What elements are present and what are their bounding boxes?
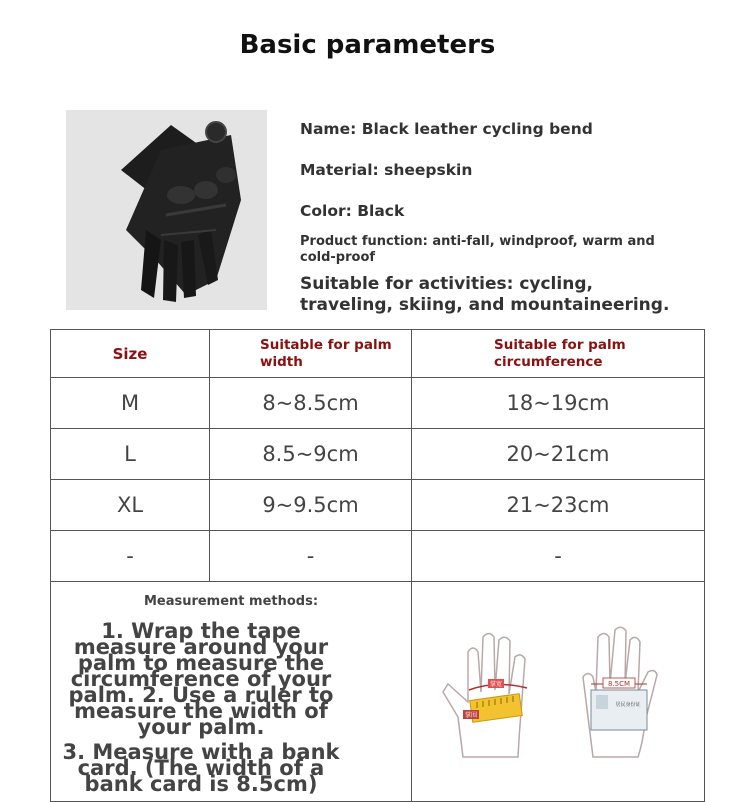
- header-palm-circumference: Suitable for palm circumference: [412, 330, 705, 378]
- circumference-cell: 21~23cm: [412, 480, 705, 531]
- product-material: Material: sheepskin: [300, 161, 473, 179]
- size-cell: L: [51, 429, 210, 480]
- measurement-step-1: 1. Wrap the tape measure around your palm to measure the circumference of your palm. 2. Use a ruler to measure the width of your palm.: [68, 619, 334, 739]
- width-cell: 8~8.5cm: [210, 378, 412, 429]
- circumference-cell: 20~21cm: [412, 429, 705, 480]
- ruler-label: 掌围: [464, 711, 478, 719]
- page-title: Basic parameters: [239, 30, 496, 60]
- size-table: [50, 329, 705, 802]
- product-color: Color: Black: [300, 202, 405, 220]
- glove-icon: [66, 110, 267, 310]
- size-cell: M: [51, 378, 210, 429]
- measurement-step-2: 3. Measure with a bank card. (The width of a bank card is 8.5cm): [62, 740, 340, 796]
- width-cell: 9~9.5cm: [210, 480, 412, 531]
- width-cell: -: [210, 531, 412, 582]
- table-row: [51, 531, 705, 582]
- table-row: [51, 429, 705, 480]
- product-name: Name: Black leather cycling bend: [300, 120, 593, 138]
- table-row: [51, 480, 705, 531]
- card-width-label: 8.5CM: [607, 679, 631, 688]
- measurement-title: Measurement methods:: [143, 594, 319, 609]
- width-cell: 8.5~9cm: [210, 429, 412, 480]
- table-header-row: [51, 330, 705, 378]
- circumference-cell: -: [412, 531, 705, 582]
- tape-label: 掌宽: [489, 680, 503, 688]
- size-cell: -: [51, 531, 210, 582]
- glove-photo: [66, 110, 267, 310]
- product-activities: Suitable for activities: cycling, traveling, skiing, and mountaineering.: [300, 274, 670, 315]
- header-palm-width: Suitable for palm width: [210, 330, 412, 378]
- hand-measure-icon: [433, 622, 683, 762]
- product-function: Product function: anti-fall, windproof, warm and cold-proof: [300, 234, 655, 265]
- card-text: 居民身份证: [615, 701, 641, 708]
- table-row: [51, 378, 705, 429]
- circumference-cell: 18~19cm: [412, 378, 705, 429]
- header-size: Size: [51, 330, 210, 378]
- size-cell: XL: [51, 480, 210, 531]
